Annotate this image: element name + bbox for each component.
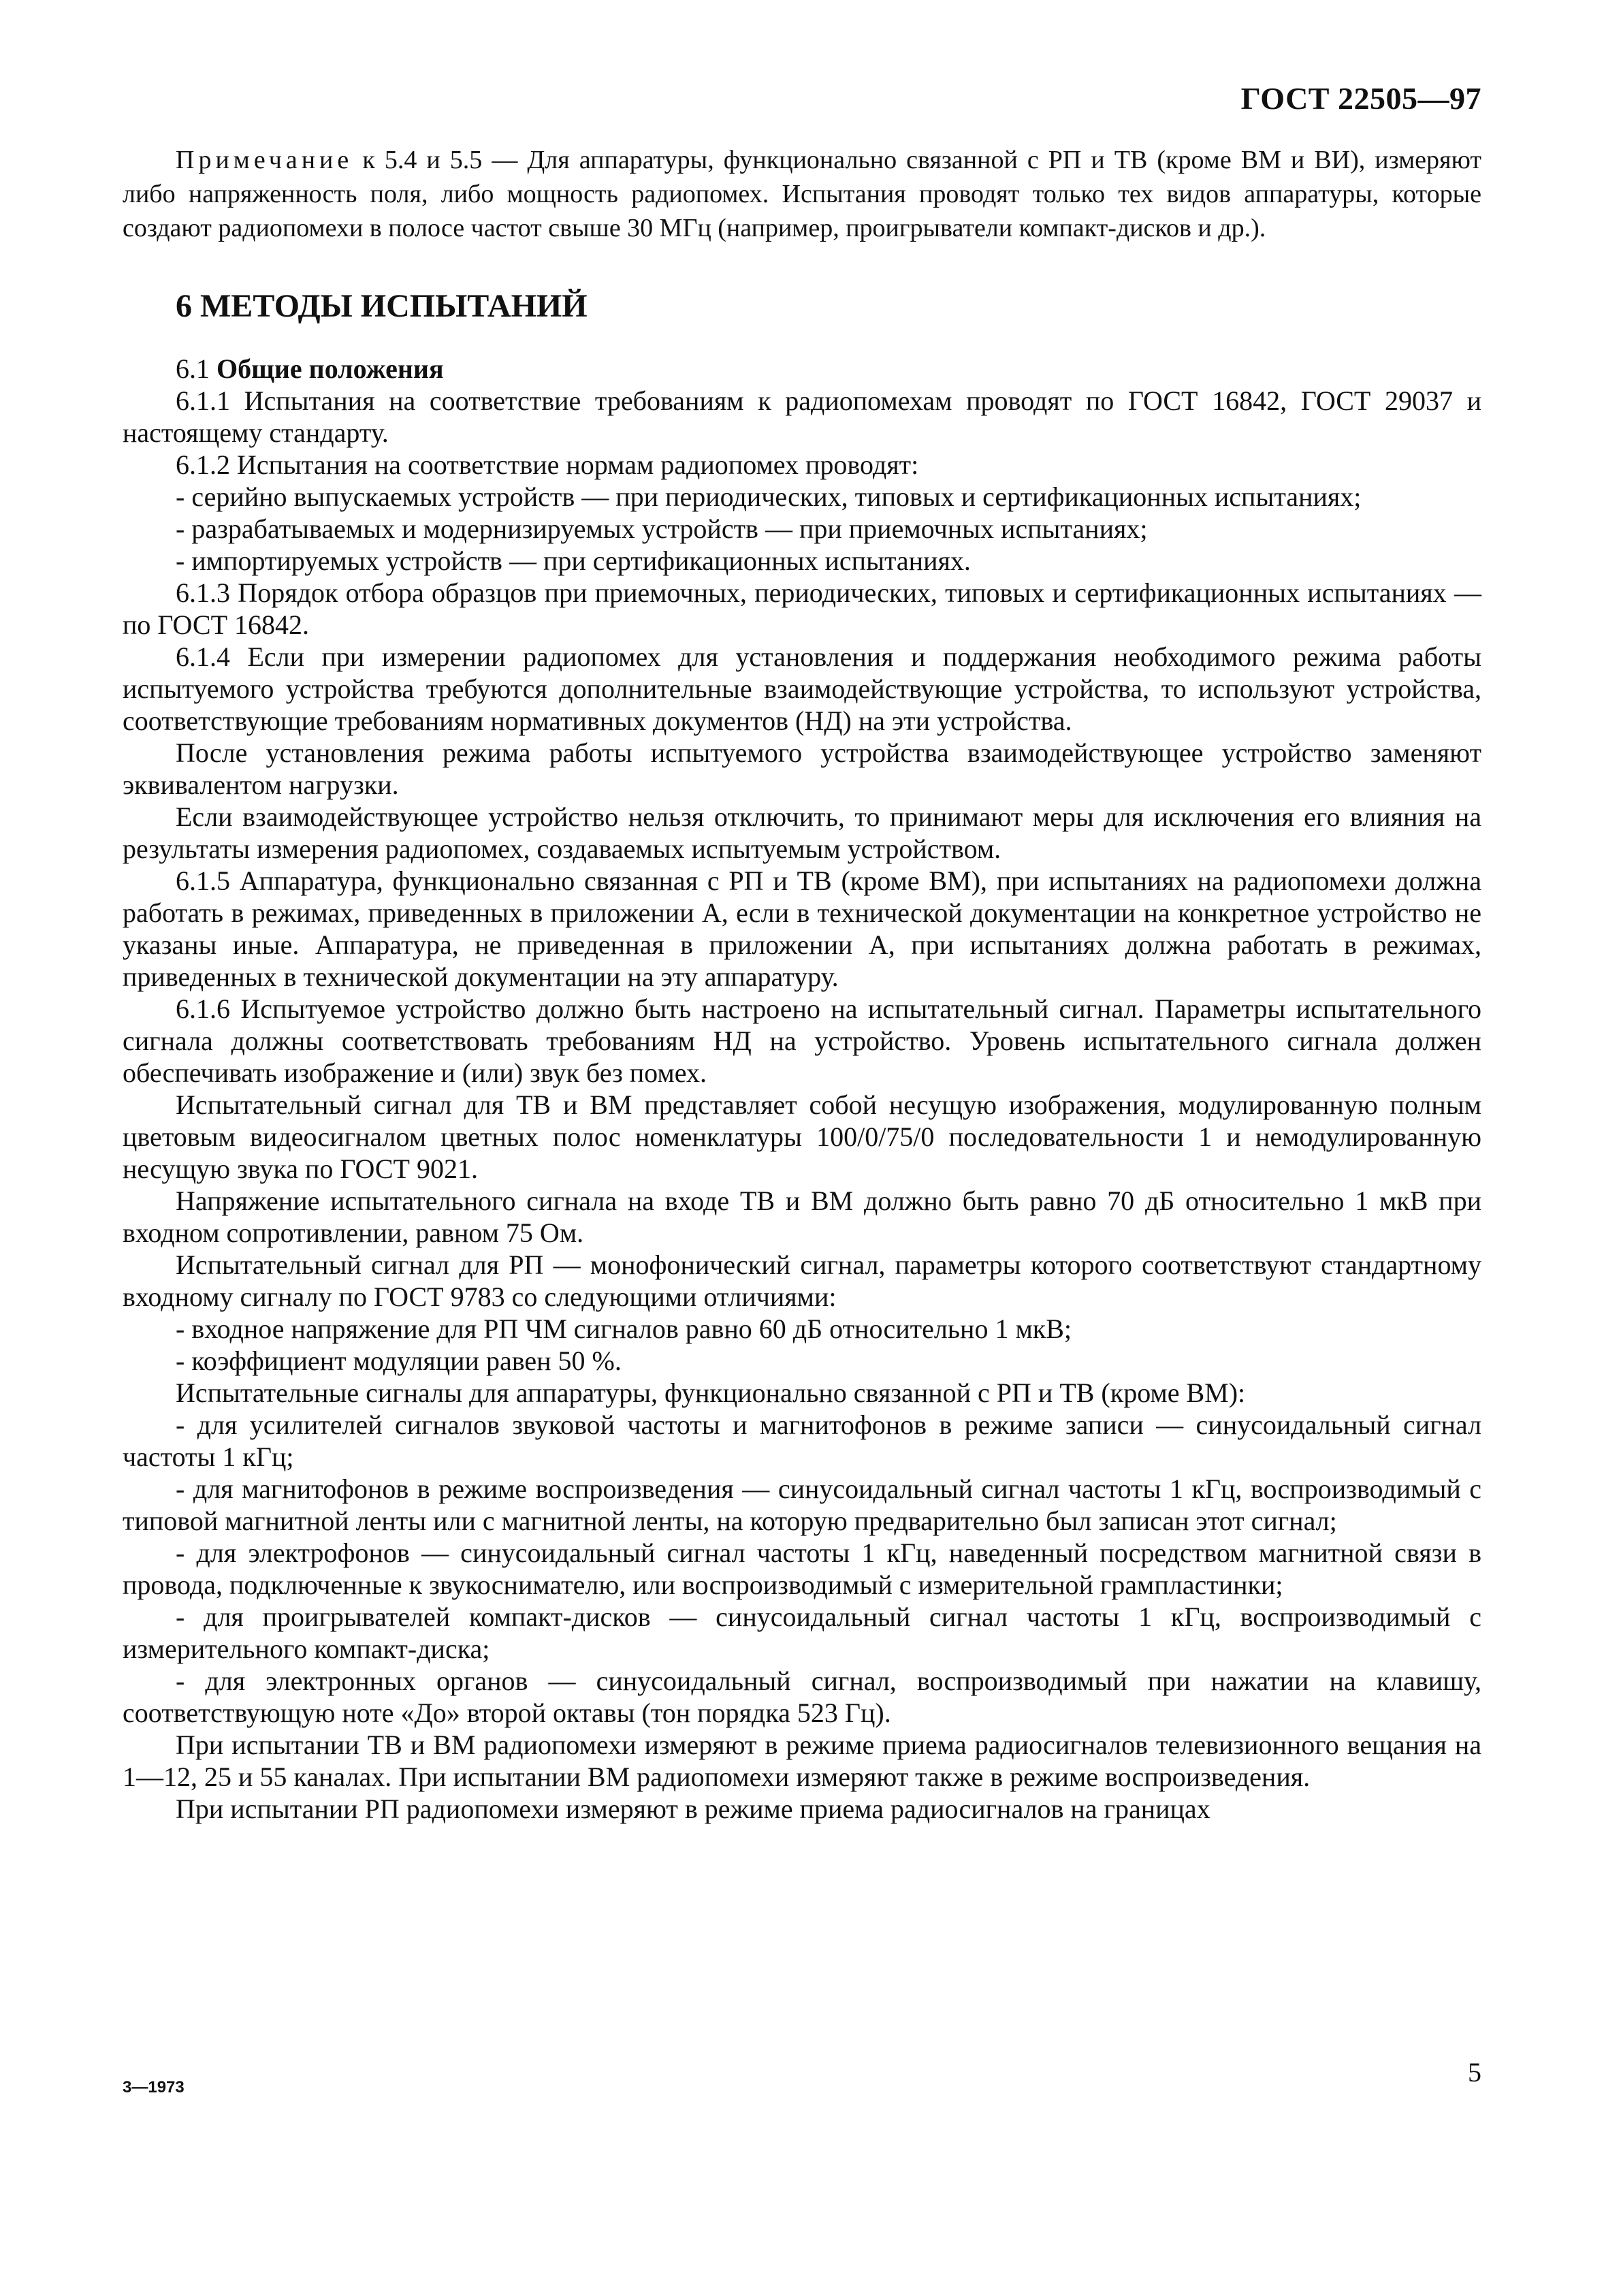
subsection-number: 6.1 bbox=[176, 353, 216, 384]
paragraph-6-1-5: 6.1.5 Аппаратура, функционально связанная с РП и ТВ (кроме ВМ), при испытаниях на радиопомехи должна работать в режимах, приведенных в приложении А, если в технической документации на конкретное устройство не указаны иные. Аппаратура, не приведенная в приложении А, при испытаниях должна работать в режимах, приведенных в технической документации на эту аппаратуру. bbox=[123, 865, 1481, 992]
paragraph: Напряжение испытательного сигнала на входе ТВ и ВМ должно быть равно 70 дБ относительно 1 мкВ при входном сопротивлении, равном 75 Ом. bbox=[123, 1185, 1481, 1248]
list-item: - коэффициент модуляции равен 50 %. bbox=[176, 1345, 622, 1376]
page-content bbox=[123, 143, 1481, 1825]
paragraph-6-1-6: 6.1.6 Испытуемое устройство должно быть настроено на испытательный сигнал. Параметры испытательного сигнала должны соответствовать требованиям НД на устройство. Уровень испытательного сигнала должен обеспечивать изображение и (или) звук без помех. bbox=[123, 993, 1481, 1088]
paragraph: Испытательные сигналы для аппаратуры, функционально связанной с РП и ТВ (кроме ВМ): bbox=[176, 1377, 1246, 1408]
note-label: Примечание bbox=[176, 146, 353, 174]
note-paragraph bbox=[123, 143, 1481, 245]
paragraph-6-1-4: 6.1.4 Если при измерении радиопомех для установления и поддержания необходимого режима работы испытуемого устройства требуются дополнительные взаимодействующие устройства, то используют устройства, соответствующие требованиям нормативных документов (НД) на эти устройства. bbox=[123, 641, 1481, 736]
subsection-title: Общие положения bbox=[216, 353, 444, 384]
list-item: - входное напряжение для РП ЧМ сигналов равно 60 дБ относительно 1 мкВ; bbox=[176, 1313, 1072, 1344]
paragraph: При испытании РП радиопомехи измеряют в режиме приема радиосигналов на границах bbox=[176, 1793, 1210, 1824]
paragraph: После установления режима работы испытуемого устройства взаимодействующее устройство заменяют эквивалентом нагрузки. bbox=[123, 737, 1481, 800]
list-item: - для проигрывателей компакт-дисков — синусоидальный сигнал частоты 1 кГц, воспроизводимый с измерительного компакт-диска; bbox=[123, 1601, 1481, 1664]
list-item: - разрабатываемых и модернизируемых устройств — при приемочных испытаниях; bbox=[176, 513, 1148, 544]
list-item: - для электрофонов — синусоидальный сигнал частоты 1 кГц, наведенный посредством магнитной связи в провода, подключенные к звукоснимателю, или воспроизводимый с измерительной грампластинки; bbox=[123, 1537, 1481, 1600]
page-number: 5 bbox=[1468, 2057, 1481, 2088]
paragraph: Если взаимодействующее устройство нельзя отключить, то принимают меры для исключения его влияния на результаты измерения радиопомех, создаваемых испытуемым устройством. bbox=[123, 801, 1481, 864]
paragraph: Испытательный сигнал для РП — монофонический сигнал, параметры которого соответствуют стандартному входному сигналу по ГОСТ 9783 со следующими отличиями: bbox=[123, 1249, 1481, 1312]
paragraph-6-1-3: 6.1.3 Порядок отбора образцов при приемочных, периодических, типовых и сертификационных испытаниях — по ГОСТ 16842. bbox=[123, 577, 1481, 640]
paragraph: При испытании ТВ и ВМ радиопомехи измеряют в режиме приема радиосигналов телевизионного вещания на 1—12, 25 и 55 каналах. При испытании ВМ радиопомехи измеряют также в режиме воспроизведения. bbox=[123, 1729, 1481, 1792]
list-item: - импортируемых устройств — при сертификационных испытаниях. bbox=[176, 545, 971, 576]
footer-code: 3—1973 bbox=[123, 2078, 185, 2096]
paragraph-6-1-1: 6.1.1 Испытания на соответствие требованиям к радиопомехам проводят по ГОСТ 16842, ГОСТ 29037 и настоящему стандарту. bbox=[123, 385, 1481, 448]
list-item: - для магнитофонов в режиме воспроизведения — синусоидальный сигнал частоты 1 кГц, воспроизводимый с типовой магнитной ленты или с магнитной ленты, на которую предварительно был записан этот сигнал; bbox=[123, 1473, 1481, 1536]
paragraph: Испытательный сигнал для ТВ и ВМ представляет собой несущую изображения, модулированную полным цветовым видеосигналом цветных полос номенклатуры 100/0/75/0 последовательности 1 и немодулированную несущую звука по ГОСТ 9021. bbox=[123, 1089, 1481, 1184]
list-item: - для усилителей сигналов звуковой частоты и магнитофонов в режиме записи — синусоидальный сигнал частоты 1 кГц; bbox=[123, 1409, 1481, 1472]
list-item: - серийно выпускаемых устройств — при периодических, типовых и сертификационных испытаниях; bbox=[176, 481, 1362, 512]
list-item: - для электронных органов — синусоидальный сигнал, воспроизводимый при нажатии на клавишу, соответствующую ноте «До» второй октавы (тон порядка 523 Гц). bbox=[123, 1665, 1481, 1728]
document-id-header: ГОСТ 22505—97 bbox=[1240, 81, 1481, 116]
note-text: к 5.4 и 5.5 — Для аппаратуры, функционально связанной с РП и ТВ (кроме ВМ и ВИ), измеряют либо напряженность поля, либо мощность радиопомех. Испытания проводят только тех видов аппаратуры, которые создают радиопомехи в полосе частот свыше 30 МГц (например, проигрыватели компакт-дисков и др.). bbox=[123, 146, 1481, 242]
section-heading: 6 МЕТОДЫ ИСПЫТАНИЙ bbox=[176, 288, 588, 324]
subsection-heading bbox=[123, 353, 1481, 385]
paragraph-6-1-2: 6.1.2 Испытания на соответствие нормам радиопомех проводят: bbox=[176, 449, 919, 480]
